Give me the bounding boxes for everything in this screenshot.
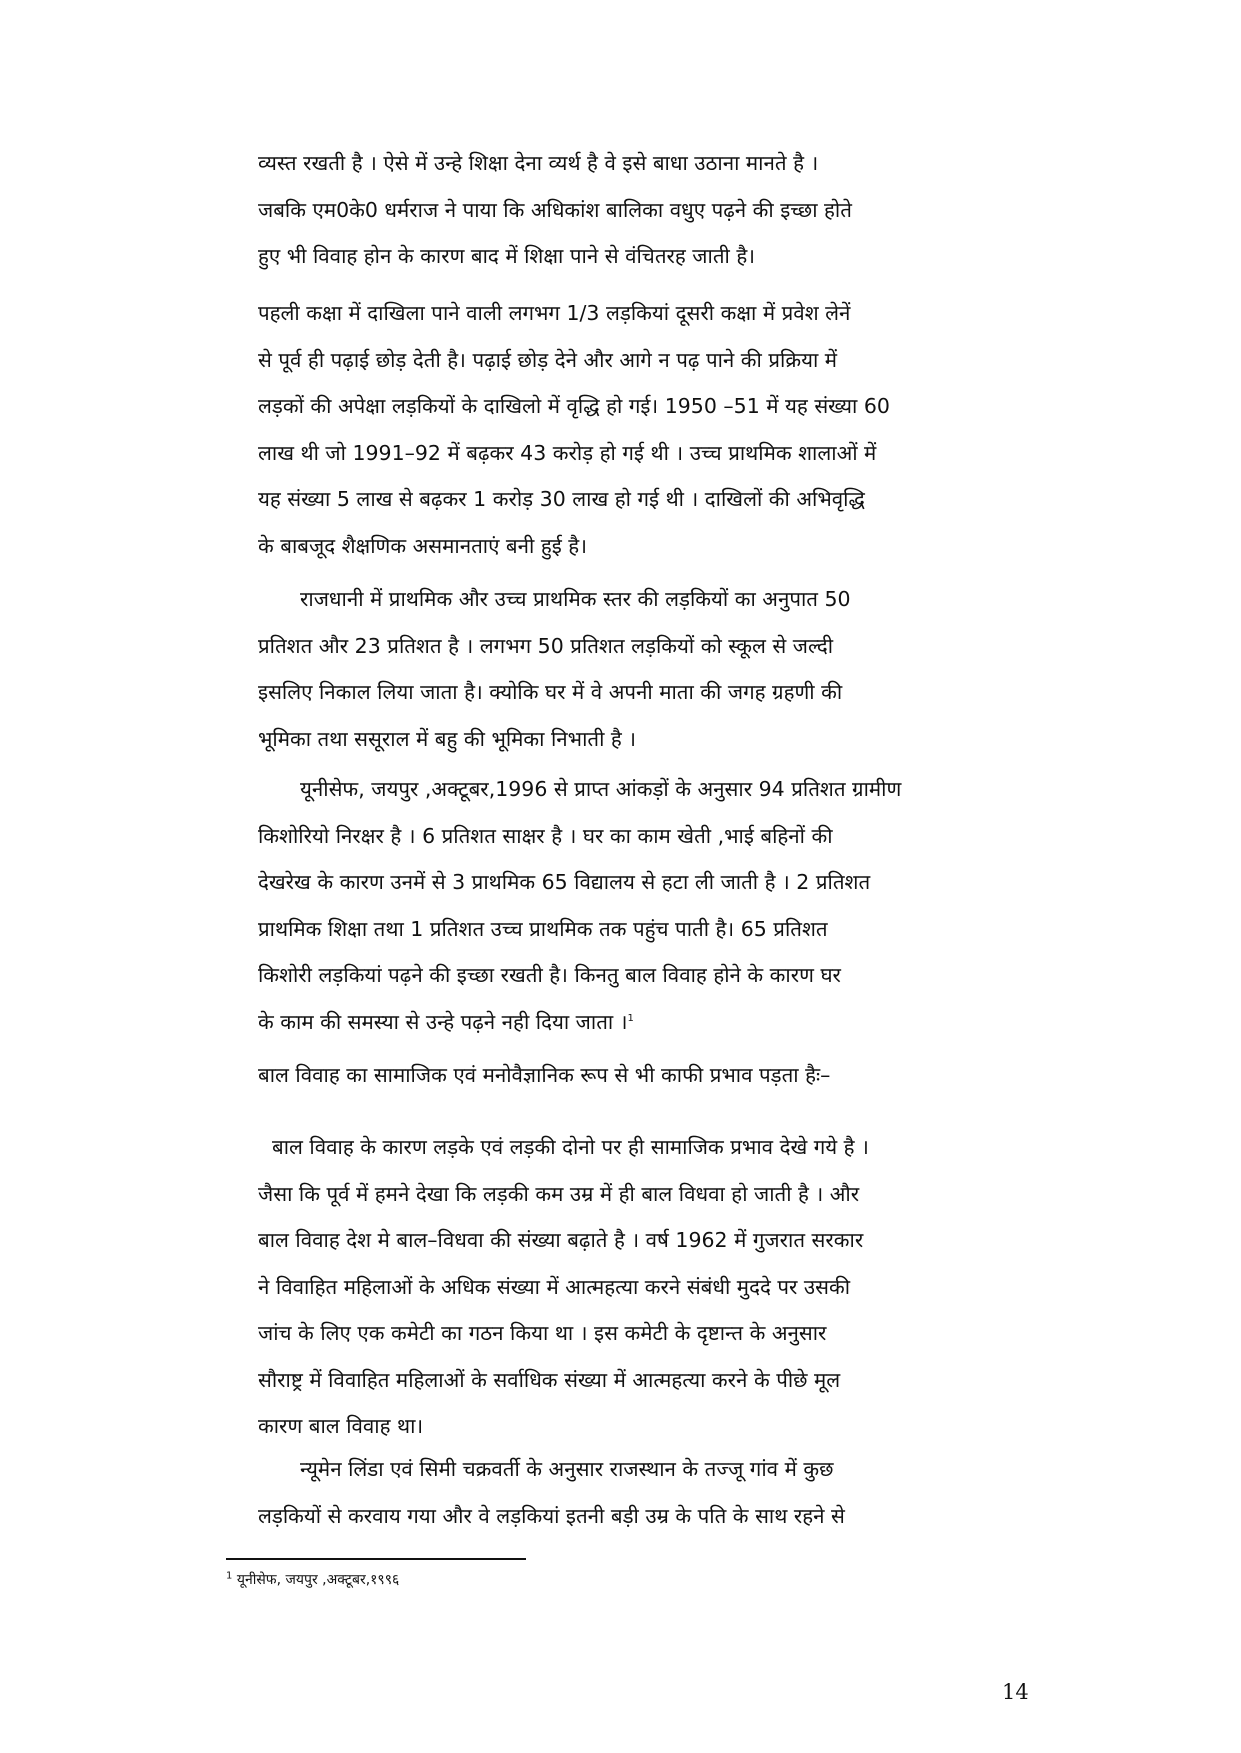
paragraph-6 [258, 1124, 1038, 1450]
text-line [258, 999, 1038, 1046]
text-line: किशोरियो निरक्षर है । 6 प्रतिशत साक्षर है । घर का काम खेती ,भाई बहिनों की [258, 823, 833, 848]
footnote-text: यूनीसेफ, जयपुर ,अक्टूबर,१९९६ [236, 1572, 400, 1588]
text-line: देखरेख के कारण उनमें से 3 प्राथमिक 65 विद्यालय से हटा ली जाती है । 2 प्रतिशत [258, 870, 871, 894]
text-line: कारण बाल विवाह था। [258, 1414, 424, 1438]
paragraph-4 [258, 766, 1038, 1045]
paragraph-1 [258, 140, 1038, 280]
text-line: लाख थी जो 1991–92 में बढ़कर 43 करोड़ हो गई थी । उच्च प्राथमिक शालाओं में [258, 440, 877, 465]
text-line: से पूर्व ही पढ़ाई छोड़ देती है। पढ़ाई छोड़ देने और आगे न पढ़ पाने की प्रक्रिया में [258, 347, 838, 372]
text-line: सौराष्ट्र में विवाहित महिलाओं के सर्वाधिक संख्या में आत्महत्या करने के पीछे मूल [258, 1367, 841, 1392]
text-line: जबकि एम0के0 धर्मराज ने पाया कि अधिकांश बालिका वधुए पढ़ने की इच्छा होते [258, 197, 852, 222]
text-line: इसलिए निकाल लिया जाता है। क्योकि घर में वे अपनी माता की जगह ग्रहणी की [258, 680, 843, 704]
text-line: ने विवाहित महिलाओं के अधिक संख्या में आत्महत्या करने संबंधी मुददे पर उसकी [258, 1274, 851, 1299]
footnote-number: 1 [226, 1570, 233, 1582]
text-line: बाल विवाह देश मे बाल–विधवा की संख्या बढ़ाते है । वर्ष 1962 में गुजरात सरकार [258, 1228, 864, 1252]
footnote-separator [226, 1558, 526, 1560]
text-line: जांच के लिए एक कमेटी का गठन किया था । इस कमेटी के दृष्टान्त के अनुसार [258, 1321, 827, 1345]
footnote [226, 1570, 399, 1590]
paragraph-7 [258, 1446, 1038, 1539]
text-line: प्राथमिक शिक्षा तथा 1 प्रतिशत उच्च प्राथमिक तक पहुंच पाती है। 65 प्रतिशत [258, 916, 828, 941]
text-line: किशोरी लड़कियां पढ़ने की इच्छा रखती है। किनतु बाल विवाह होने के कारण घर [258, 963, 841, 987]
text-line: न्यूमेन लिंडा एवं सिमी चक्रवर्ती के अनुसार राजस्थान के तज्जू गांव में कुछ [300, 1457, 834, 1481]
text-line: पहली कक्षा में दाखिला पाने वाली लगभग 1/3 लड़कियां दूसरी कक्षा में प्रवेश लेनें [258, 301, 851, 325]
text-line: प्रतिशत और 23 प्रतिशत है । लगभग 50 प्रतिशत लड़कियों को स्कूल से जल्दी [258, 633, 834, 658]
text-line: यूनीसेफ, जयपुर ,अक्टूबर,1996 से प्राप्त आंकड़ों के अनुसार 94 प्रतिशत ग्रामीण [300, 777, 902, 801]
text-line: जैसा कि पूर्व में हमने देखा कि लड़की कम उम्र में ही बाल विधवा हो जाती है । और [258, 1181, 860, 1206]
footnote-reference[interactable]: 1 [627, 1012, 634, 1024]
text-line-content: के काम की समस्या से उन्हे पढ़ने नही दिया जाता । [258, 1009, 628, 1034]
paragraph-3 [258, 576, 1038, 762]
page-number: 14 [1002, 1680, 1029, 1704]
paragraph-2 [258, 290, 1038, 569]
text-line: बाल विवाह का सामाजिक एवं मनोवैज्ञानिक रूप से भी काफी प्रभाव पड़ता हैः– [258, 1063, 831, 1087]
text-line: हुए भी विवाह होन के कारण बाद में शिक्षा पाने से वंचितरह जाती है। [258, 244, 755, 268]
text-line: यह संख्या 5 लाख से बढ़कर 1 करोड़ 30 लाख हो गई थी । दाखिलों की अभिवृद्धि [258, 487, 865, 511]
text-line: बाल विवाह के कारण लड़के एवं लड़की दोनो पर ही सामाजिक प्रभाव देखे गये है । [272, 1135, 869, 1159]
text-line: लड़कों की अपेक्षा लड़कियों के दाखिलो में वृद्धि हो गई। 1950 –51 में यह संख्या 60 [258, 394, 890, 418]
text-line: राजधानी में प्राथमिक और उच्च प्राथमिक स्तर की लड़कियों का अनुपात 50 [300, 587, 851, 611]
text-line: भूमिका तथा ससूराल में बहु की भूमिका निभाती है । [258, 726, 637, 751]
text-line: व्यस्त रखती है । ऐसे में उन्हे शिक्षा देना व्यर्थ है वे इसे बाधा उठाना मानते है । [258, 151, 819, 175]
paragraph-5 [258, 1052, 1038, 1099]
text-line: लड़कियों से करवाय गया और वे लड़कियां इतनी बड़ी उम्र के पति के साथ रहने से [258, 1503, 845, 1528]
text-line: के बाबजूद शैक्षणिक असमानताएं बनी हुई है। [258, 533, 587, 558]
